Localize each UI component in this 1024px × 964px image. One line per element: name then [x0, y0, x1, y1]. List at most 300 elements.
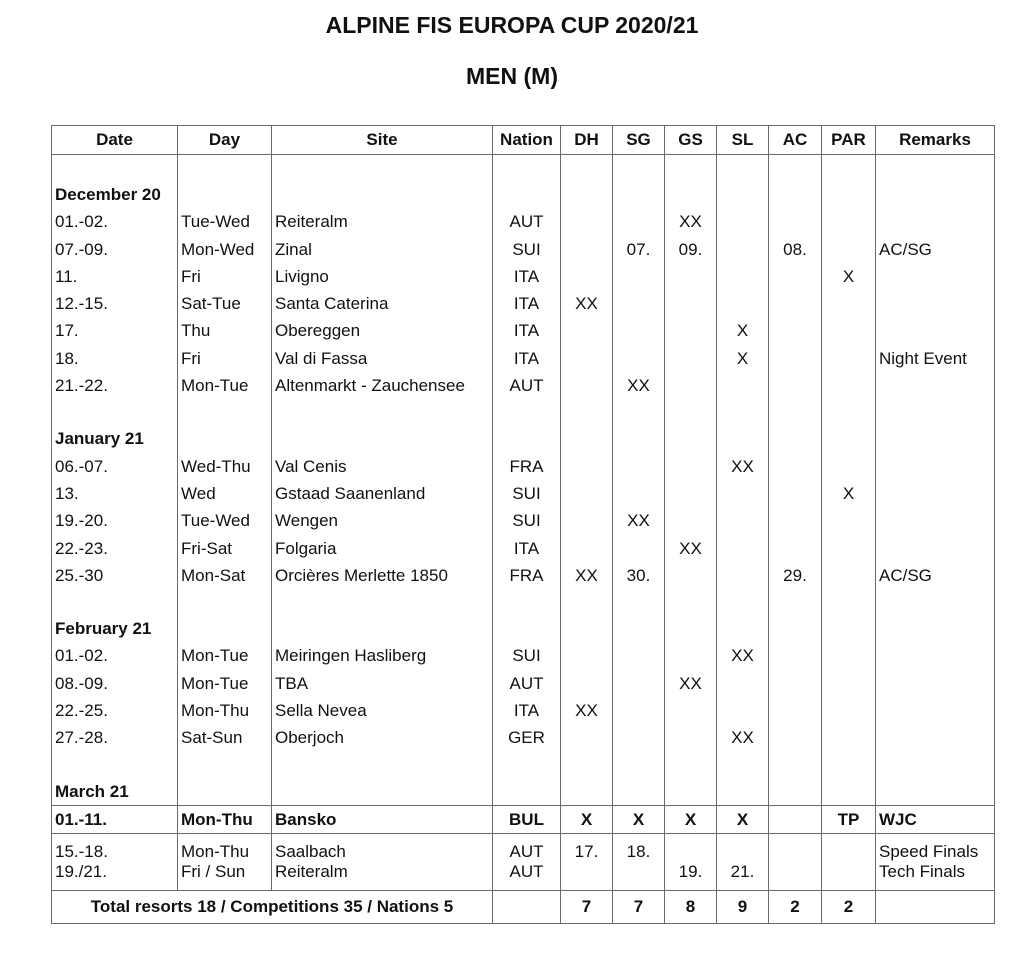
cell-gs — [665, 724, 717, 751]
cell-gs: XX — [665, 670, 717, 697]
cell-ac — [769, 862, 822, 882]
cell-par — [822, 236, 876, 263]
cell-ac — [769, 842, 822, 862]
cell-gs — [665, 372, 717, 399]
empty-cell — [665, 155, 717, 182]
cell-date: 07.-09. — [52, 236, 178, 263]
cell-dh — [561, 372, 613, 399]
cell-ac — [769, 724, 822, 751]
empty-cell — [178, 399, 272, 425]
cell-remarks — [876, 535, 995, 562]
cell-day: Mon-Wed — [178, 236, 272, 263]
total-dh: 7 — [561, 891, 613, 924]
cell-site: Val di Fassa — [272, 345, 493, 372]
cell-nation: SUI — [493, 507, 561, 534]
cell-gs — [665, 507, 717, 534]
cell-site: Folgaria — [272, 535, 493, 562]
cell-ac — [769, 317, 822, 344]
cell-sl: 21. — [717, 862, 769, 882]
empty-cell — [561, 589, 613, 615]
cell-date: 12.-15. — [52, 290, 178, 317]
cell-day: Tue-Wed — [178, 208, 272, 235]
empty-cell — [822, 778, 876, 806]
cell-date: 19./21. — [52, 862, 178, 882]
cell-par — [822, 642, 876, 669]
month-row — [52, 181, 995, 208]
cell-sg: XX — [613, 372, 665, 399]
empty-cell — [876, 615, 995, 642]
cell-date: 13. — [52, 480, 178, 507]
cell-remarks — [876, 697, 995, 724]
cell-gs: 09. — [665, 236, 717, 263]
cell-sl — [717, 372, 769, 399]
col-header-dh: DH — [561, 126, 613, 155]
spacer-row — [52, 399, 995, 425]
empty-cell — [876, 778, 995, 806]
empty-cell — [493, 752, 561, 778]
event-row — [52, 317, 995, 344]
cell-sg — [613, 290, 665, 317]
empty-cell — [876, 155, 995, 182]
cell-sg — [613, 208, 665, 235]
cell-par — [822, 345, 876, 372]
calendar-table — [51, 125, 995, 924]
cell-day: Fri — [178, 345, 272, 372]
spacer-row — [52, 589, 995, 615]
empty-cell — [178, 834, 272, 843]
cell-day: Sat-Sun — [178, 724, 272, 751]
cell-dh: XX — [561, 697, 613, 724]
cell-dh — [561, 317, 613, 344]
empty-cell — [272, 589, 493, 615]
event-row — [52, 480, 995, 507]
cell-day: Mon-Tue — [178, 670, 272, 697]
empty-cell — [613, 155, 665, 182]
cell-day: Mon-Thu — [178, 697, 272, 724]
cell-remarks: Speed Finals — [876, 842, 995, 862]
cell-nation: ITA — [493, 263, 561, 290]
cell-day: Thu — [178, 317, 272, 344]
cell-day: Tue-Wed — [178, 507, 272, 534]
event-row — [52, 842, 995, 862]
cell-site: Gstaad Saanenland — [272, 480, 493, 507]
empty-cell — [561, 399, 613, 425]
col-header-remarks: Remarks — [876, 126, 995, 155]
empty-cell — [493, 155, 561, 182]
cell-nation: AUT — [493, 670, 561, 697]
cell-par: X — [822, 263, 876, 290]
empty-cell — [665, 181, 717, 208]
cell-site: Reiteralm — [272, 862, 493, 882]
cell-site: Orcières Merlette 1850 — [272, 562, 493, 589]
empty-cell — [822, 425, 876, 452]
cell-ac — [769, 453, 822, 480]
cell-sg — [613, 642, 665, 669]
cell-site: Val Cenis — [272, 453, 493, 480]
cell-gs — [665, 842, 717, 862]
cell-day: Mon-Sat — [178, 562, 272, 589]
empty-cell — [561, 778, 613, 806]
empty-cell — [822, 155, 876, 182]
cell-sg — [613, 317, 665, 344]
cell-remarks — [876, 290, 995, 317]
empty-cell — [178, 752, 272, 778]
empty-cell — [178, 155, 272, 182]
event-row — [52, 236, 995, 263]
cell-par — [822, 862, 876, 882]
cell-day: Wed — [178, 480, 272, 507]
cell-sl: XX — [717, 453, 769, 480]
cell-day: Wed-Thu — [178, 453, 272, 480]
cell-remarks — [876, 372, 995, 399]
empty-cell — [717, 155, 769, 182]
empty-cell — [493, 615, 561, 642]
empty-cell — [665, 752, 717, 778]
cell-remarks: AC/SG — [876, 562, 995, 589]
cell-par — [822, 290, 876, 317]
cell-sl: X — [717, 805, 769, 833]
empty-cell — [717, 882, 769, 891]
cell-dh: 17. — [561, 842, 613, 862]
empty-cell — [52, 882, 178, 891]
cell-sl: X — [717, 317, 769, 344]
empty-cell — [272, 752, 493, 778]
empty-cell — [717, 181, 769, 208]
empty-cell — [876, 752, 995, 778]
cell-nation: ITA — [493, 317, 561, 344]
cell-par — [822, 697, 876, 724]
cell-site: Reiteralm — [272, 208, 493, 235]
cell-day: Mon-Tue — [178, 372, 272, 399]
cell-dh — [561, 670, 613, 697]
cell-sg — [613, 263, 665, 290]
cell-gs — [665, 480, 717, 507]
cell-remarks — [876, 480, 995, 507]
cell-par: TP — [822, 805, 876, 833]
empty-cell — [561, 882, 613, 891]
month-row — [52, 615, 995, 642]
empty-cell — [613, 778, 665, 806]
cell-site: TBA — [272, 670, 493, 697]
event-row — [52, 642, 995, 669]
empty-cell — [613, 589, 665, 615]
empty-cell — [493, 778, 561, 806]
cell-par — [822, 317, 876, 344]
cell-remarks — [876, 263, 995, 290]
cell-nation: ITA — [493, 345, 561, 372]
empty-cell — [769, 425, 822, 452]
empty-cell — [561, 834, 613, 843]
empty-cell — [493, 891, 561, 924]
totals-row — [52, 891, 995, 924]
cell-gs — [665, 453, 717, 480]
spacer-row — [52, 882, 995, 891]
cell-sl — [717, 535, 769, 562]
cell-dh — [561, 236, 613, 263]
cell-day: Sat-Tue — [178, 290, 272, 317]
empty-cell — [272, 882, 493, 891]
event-row — [52, 862, 995, 882]
empty-cell — [493, 834, 561, 843]
cell-dh — [561, 263, 613, 290]
cell-dh: XX — [561, 290, 613, 317]
cell-ac — [769, 290, 822, 317]
empty-cell — [493, 399, 561, 425]
cell-dh — [561, 535, 613, 562]
cell-sl — [717, 670, 769, 697]
empty-cell — [178, 615, 272, 642]
event-row — [52, 290, 995, 317]
empty-cell — [822, 181, 876, 208]
empty-cell — [613, 882, 665, 891]
cell-nation: GER — [493, 724, 561, 751]
empty-cell — [178, 882, 272, 891]
cell-gs: 19. — [665, 862, 717, 882]
empty-cell — [272, 834, 493, 843]
cell-nation: ITA — [493, 290, 561, 317]
event-row — [52, 507, 995, 534]
empty-cell — [493, 181, 561, 208]
cell-gs — [665, 263, 717, 290]
cell-ac — [769, 208, 822, 235]
cell-remarks — [876, 453, 995, 480]
empty-cell — [613, 399, 665, 425]
cell-sl — [717, 480, 769, 507]
empty-cell — [717, 615, 769, 642]
cell-site: Sella Nevea — [272, 697, 493, 724]
col-header-site: Site — [272, 126, 493, 155]
cell-date: 17. — [52, 317, 178, 344]
empty-cell — [178, 589, 272, 615]
cell-date: 15.-18. — [52, 842, 178, 862]
empty-cell — [665, 589, 717, 615]
empty-cell — [822, 399, 876, 425]
empty-cell — [561, 752, 613, 778]
cell-remarks: Tech Finals — [876, 862, 995, 882]
cell-sl — [717, 562, 769, 589]
event-row — [52, 535, 995, 562]
cell-remarks: Night Event — [876, 345, 995, 372]
cell-site: Saalbach — [272, 842, 493, 862]
cell-nation: FRA — [493, 562, 561, 589]
cell-sg — [613, 670, 665, 697]
empty-cell — [178, 181, 272, 208]
empty-cell — [665, 834, 717, 843]
cell-dh — [561, 507, 613, 534]
cell-par — [822, 507, 876, 534]
cell-nation: AUT — [493, 842, 561, 862]
cell-par — [822, 453, 876, 480]
cell-sl — [717, 507, 769, 534]
cell-sg: X — [613, 805, 665, 833]
empty-cell — [769, 834, 822, 843]
col-header-gs: GS — [665, 126, 717, 155]
cell-nation: SUI — [493, 642, 561, 669]
empty-cell — [665, 882, 717, 891]
empty-cell — [52, 155, 178, 182]
cell-dh — [561, 480, 613, 507]
empty-cell — [822, 882, 876, 891]
cell-site: Obereggen — [272, 317, 493, 344]
cell-site: Livigno — [272, 263, 493, 290]
total-par: 2 — [822, 891, 876, 924]
empty-cell — [876, 834, 995, 843]
cell-nation: SUI — [493, 236, 561, 263]
empty-cell — [178, 778, 272, 806]
cell-par — [822, 372, 876, 399]
empty-cell — [769, 752, 822, 778]
empty-cell — [665, 615, 717, 642]
cell-dh: X — [561, 805, 613, 833]
cell-sg — [613, 862, 665, 882]
cell-nation: AUT — [493, 862, 561, 882]
empty-cell — [822, 615, 876, 642]
empty-cell — [876, 589, 995, 615]
empty-cell — [52, 752, 178, 778]
cell-date: 08.-09. — [52, 670, 178, 697]
cell-day: Mon-Thu — [178, 805, 272, 833]
cell-gs — [665, 317, 717, 344]
cell-sl — [717, 236, 769, 263]
cell-site: Wengen — [272, 507, 493, 534]
empty-cell — [613, 752, 665, 778]
cell-nation: SUI — [493, 480, 561, 507]
cell-sl — [717, 697, 769, 724]
col-header-day: Day — [178, 126, 272, 155]
header-row — [52, 126, 995, 155]
event-row — [52, 345, 995, 372]
event-row — [52, 805, 995, 833]
empty-cell — [717, 399, 769, 425]
event-row — [52, 670, 995, 697]
month-label: March 21 — [52, 778, 178, 806]
empty-cell — [769, 615, 822, 642]
total-sg: 7 — [613, 891, 665, 924]
cell-site: Oberjoch — [272, 724, 493, 751]
document-subtitle: MEN (M) — [466, 63, 558, 89]
cell-dh — [561, 862, 613, 882]
empty-cell — [272, 615, 493, 642]
cell-par — [822, 562, 876, 589]
empty-cell — [876, 399, 995, 425]
cell-remarks — [876, 507, 995, 534]
cell-day: Mon-Tue — [178, 642, 272, 669]
event-row — [52, 562, 995, 589]
cell-date: 01.-02. — [52, 208, 178, 235]
empty-cell — [769, 155, 822, 182]
cell-day: Fri-Sat — [178, 535, 272, 562]
cell-date: 18. — [52, 345, 178, 372]
cell-gs: X — [665, 805, 717, 833]
cell-sg: 07. — [613, 236, 665, 263]
total-ac: 2 — [769, 891, 822, 924]
cell-nation: ITA — [493, 697, 561, 724]
cell-dh — [561, 642, 613, 669]
cell-ac — [769, 697, 822, 724]
empty-cell — [822, 752, 876, 778]
total-sl: 9 — [717, 891, 769, 924]
empty-cell — [876, 181, 995, 208]
cell-date: 25.-30 — [52, 562, 178, 589]
cell-sl — [717, 290, 769, 317]
cell-gs — [665, 290, 717, 317]
cell-ac — [769, 670, 822, 697]
empty-cell — [717, 834, 769, 843]
empty-cell — [613, 834, 665, 843]
cell-sg — [613, 480, 665, 507]
month-label: December 20 — [52, 181, 178, 208]
empty-cell — [613, 615, 665, 642]
empty-cell — [52, 589, 178, 615]
col-header-ac: AC — [769, 126, 822, 155]
empty-cell — [876, 891, 995, 924]
cell-sl — [717, 208, 769, 235]
cell-par — [822, 842, 876, 862]
cell-gs — [665, 345, 717, 372]
event-row — [52, 372, 995, 399]
cell-day: Mon-Thu — [178, 842, 272, 862]
cell-nation: BUL — [493, 805, 561, 833]
empty-cell — [561, 181, 613, 208]
cell-gs — [665, 642, 717, 669]
cell-ac — [769, 372, 822, 399]
cell-sl — [717, 263, 769, 290]
cell-day: Fri / Sun — [178, 862, 272, 882]
empty-cell — [717, 425, 769, 452]
spacer-row — [52, 834, 995, 843]
empty-cell — [665, 399, 717, 425]
cell-dh — [561, 453, 613, 480]
cell-sl — [717, 842, 769, 862]
cell-remarks — [876, 642, 995, 669]
cell-dh — [561, 345, 613, 372]
cell-sl: XX — [717, 642, 769, 669]
cell-remarks — [876, 670, 995, 697]
empty-cell — [822, 589, 876, 615]
cell-site: Meiringen Hasliberg — [272, 642, 493, 669]
cell-remarks — [876, 208, 995, 235]
cell-ac — [769, 642, 822, 669]
cell-date: 11. — [52, 263, 178, 290]
cell-nation: AUT — [493, 208, 561, 235]
cell-par: X — [822, 480, 876, 507]
empty-cell — [769, 181, 822, 208]
cell-sg: 18. — [613, 842, 665, 862]
empty-cell — [769, 778, 822, 806]
empty-cell — [272, 425, 493, 452]
month-row — [52, 778, 995, 806]
cell-date: 22.-23. — [52, 535, 178, 562]
cell-sg — [613, 345, 665, 372]
empty-cell — [493, 425, 561, 452]
cell-date: 06.-07. — [52, 453, 178, 480]
cell-par — [822, 670, 876, 697]
cell-remarks: WJC — [876, 805, 995, 833]
col-header-sg: SG — [613, 126, 665, 155]
event-row — [52, 208, 995, 235]
cell-gs: XX — [665, 208, 717, 235]
col-header-par: PAR — [822, 126, 876, 155]
cell-sl: X — [717, 345, 769, 372]
cell-site: Bansko — [272, 805, 493, 833]
cell-ac — [769, 805, 822, 833]
cell-date: 27.-28. — [52, 724, 178, 751]
empty-cell — [272, 399, 493, 425]
cell-date: 01.-02. — [52, 642, 178, 669]
cell-par — [822, 535, 876, 562]
empty-cell — [52, 834, 178, 843]
cell-nation: AUT — [493, 372, 561, 399]
